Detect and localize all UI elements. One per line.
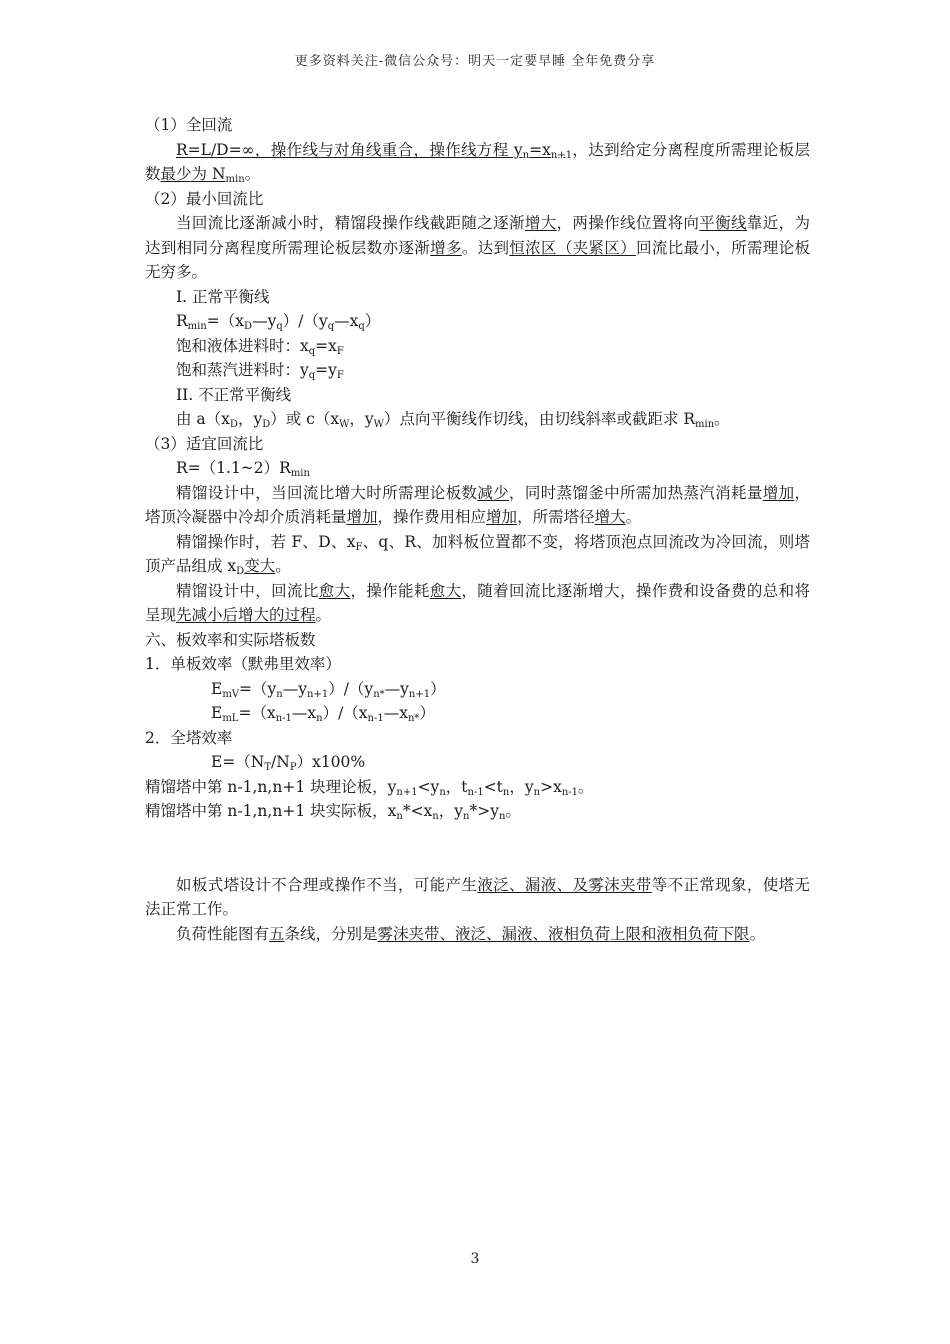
formula-emv: $E_{mV}=(y_n—y_{n+1})/(y_{n*}—y_{n+1})$ [211,679,446,700]
section-heading-min-reflux: （2）最小回流比 [145,189,264,208]
paragraph-design-reflux: 精馏设计中，当回流比增大时所需理论板数减少，同时蒸馏釜中所需加热蒸汽消耗量增加，塔顶冷凝器中冷却介质消耗量增加，操作费用相应增加，所需塔径增大。 [145,483,810,526]
underlined-text: 最少为 $N_{min}$ [160,165,245,185]
paragraph-cold-reflux: 精馏操作时，若 F、D、$x_F$、q、R、加料板位置都不变，将塔顶泡点回流改为冷回流，则塔顶产品组成 $x_D$变大。 [145,532,810,577]
formula-optimal-reflux: $R=(1.1\sim 2)R_{min}$ [176,459,310,479]
subheading-overall-efficiency: 2．全塔效率 [145,728,233,747]
formula-rmin: $R_{min}=(x_D—y_q)/(y_q—x_q)$ [176,312,381,332]
subheading-abnormal-equilibrium: II. 不正常平衡线 [176,385,292,404]
line-theoretical-plates: 精馏塔中第 n-1,n,n+1 块理论板，$y_{n+1}<y_n$，$t_{n-1}<t_n$，$y_n>x_{n-1}$。 [145,777,594,798]
subheading-normal-equilibrium: I. 正常平衡线 [176,287,270,306]
paragraph-total-reflux: R=L/D=∞，操作线与对角线重合，操作线方程 $y_n=x_{n+1}$，达到给定分离程度所需理论板层数最少为 $N_{min}$。 [145,140,810,185]
paragraph-load-performance: 负荷性能图有五条线，分别是雾沫夹带、液泛、漏液、液相负荷上限和液相负荷下限。 [176,924,766,943]
section-heading-total-reflux: （1）全回流 [145,116,233,134]
formula-eml: $E_{mL}=(x_{n-1}—x_n)/(x_{n-1}—x_{n*})$ [211,704,435,724]
subheading-murphree: 1．单板效率（默弗里效率） [145,655,341,673]
paragraph-abnormal-phenomena: 如板式塔设计不合理或操作不当，可能产生液泛、漏液、及雾沫夹带等不正常现象，使塔无法正常工作。 [145,875,810,918]
page-header: 更多资料关注-微信公众号：明天一定要早睡 全年免费分享 [294,54,656,69]
page-number: 3 [470,1251,480,1267]
document-body [145,113,810,946]
paragraph-min-reflux: 当回流比逐渐减小时，精馏段操作线截距随之逐渐增大，两操作线位置将向平衡线靠近，为达到相同分离程度所需理论板层数亦逐渐增多。达到恒浓区（夹紧区）回流比最小，所需理论板无穷多。 [145,214,810,281]
underlined-text: R=L/D=∞，操作线与对角线重合，操作线方程 $y_n=x_{n+1}$ [176,140,573,161]
formula-saturated-vapor: 饱和蒸汽进料时：$y_q=y_F$ [176,361,344,381]
formula-saturated-liquid: 饱和液体进料时：$x_q=x_F$ [176,336,344,357]
section-heading-optimal-reflux: （3）适宜回流比 [145,434,264,453]
spacer [145,824,810,873]
paragraph-tangent-method: 由 $a(x_D$，$y_D$）或 $c(x_W$，$y_W$）点向平衡线作切线，由切线斜率或截距求 $R_{min}$。 [176,410,730,430]
formula-overall-efficiency: $E=(N_T/N_P)x100\%$ [211,753,366,773]
paragraph-cost-trend: 精馏设计中，回流比愈大，操作能耗愈大，随着回流比逐渐增大，操作费和设备费的总和将呈现先减小后增大的过程。 [145,581,810,624]
section-heading-plate-efficiency: 六、板效率和实际塔板数 [145,630,316,649]
line-actual-plates: 精馏塔中第 n-1,n,n+1 块实际板，$x_n*<x_n$，$y_n*>y_n$。 [145,802,521,822]
